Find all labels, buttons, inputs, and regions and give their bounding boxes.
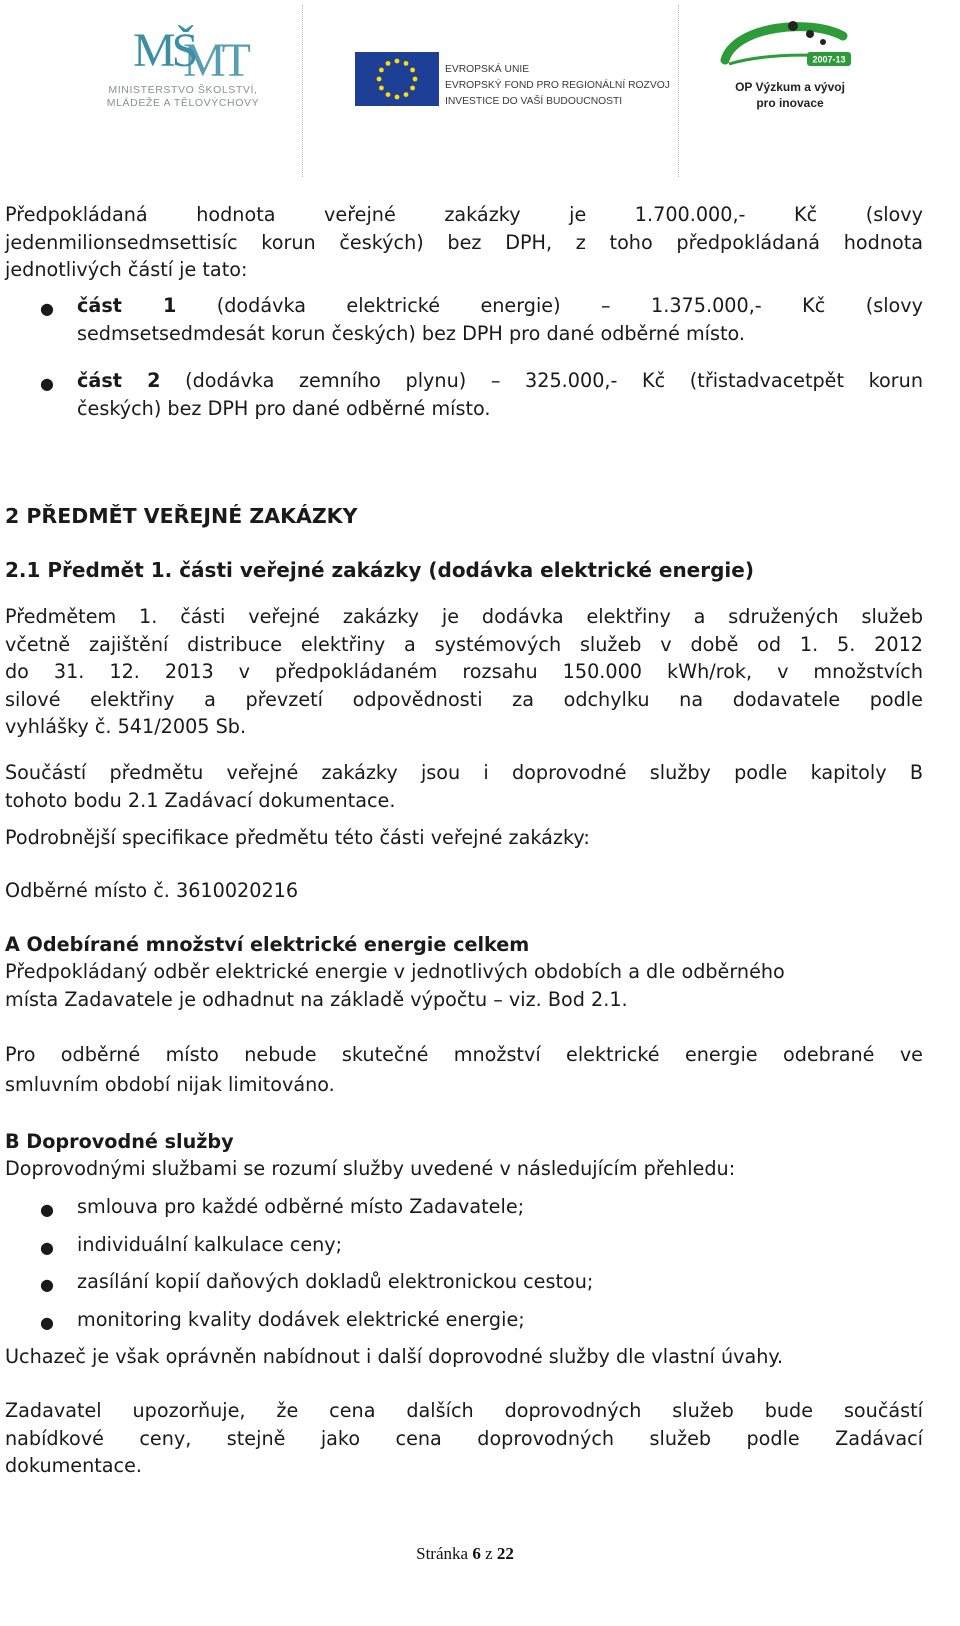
- delivery-point-number: Odběrné místo č. 3610020216: [5, 879, 299, 902]
- subsection-a-paragraph-1: Předpokládaný odběr elektrické energie v jednotlivých obdobích a dle odběrného místa Zadavatele je odhadnut na základě výpočtu – viz. Bod 2.1.: [5, 960, 785, 1011]
- specification-intro: Podrobnější specifikace předmětu této části veřejné zakázky:: [5, 826, 590, 849]
- section-2-1-paragraph-1: Předmětem 1. části veřejné zakázky je dodávka elektřiny a sdružených služeb včetně zajištění distribuce elektřiny a systémových služeb v době od 1. 5. 2012 do 31. 12. 2013 v předpokládaném rozsahu 150.000 kWh/rok, v množstvích silové elektřiny a převzetí odpovědnosti za odchylku na dodavatele podle vyhlášky č. 541/2005 Sb.: [5, 605, 923, 738]
- footer-separator: z: [485, 1544, 493, 1563]
- msmt-name-line1: MINISTERSTVO ŠKOLSTVÍ,: [108, 84, 258, 96]
- bullet-icon: ●: [40, 374, 54, 393]
- bullet-icon: ●: [40, 1238, 54, 1257]
- eu-text: EVROPSKÁ UNIE EVROPSKÝ FOND PRO REGIONÁLNÍ ROZVOJ INVESTICE DO VAŠÍ BUDOUCNOSTI: [445, 64, 670, 107]
- op-vavpi-logo: [715, 16, 865, 116]
- service-item: zasílání kopií daňových dokladů elektronickou cestou;: [77, 1270, 594, 1293]
- intro-paragraph: Předpokládaná hodnota veřejné zakázky je 1.700.000,- Kč (slovy jedenmilionsedmsettisíc korun českých) bez DPH, z toho předpokládaná hodnota jednotlivých částí je tato:: [5, 203, 923, 281]
- section-2-1-heading: 2.1 Předmět 1. části veřejné zakázky (dodávka elektrické energie): [5, 558, 754, 582]
- subsection-b-heading: B Doprovodné služby: [5, 1130, 234, 1153]
- subsection-b-after-list: Uchazeč je však oprávněn nabídnout i další doprovodné služby dle vlastní úvahy.: [5, 1345, 784, 1368]
- msmt-name-line2: MLÁDEŽE A TĚLOVÝCHOVY: [106, 97, 260, 109]
- part-2-label: část 2: [77, 369, 161, 392]
- svg-text:MT: MT: [183, 34, 247, 80]
- subsection-b-final-paragraph: Zadavatel upozorňuje, že cena dalších doprovodných služeb bude součástí nabídkové ceny, stejně jako cena doprovodných služeb podle Zadávací dokumentace.: [5, 1399, 923, 1477]
- part-1-label: část 1: [77, 294, 177, 317]
- subsection-a-paragraph-2: Pro odběrné místo nebude skutečné množství elektrické energie odebrané ve smluvním období nijak limitováno.: [5, 1043, 923, 1096]
- bullet-icon: ●: [40, 299, 54, 318]
- service-item: monitoring kvality dodávek elektrické energie;: [77, 1308, 525, 1331]
- service-item: individuální kalkulace ceny;: [77, 1233, 343, 1256]
- page-footer: [0, 1544, 930, 1564]
- msmt-monogram-icon: [88, 14, 278, 80]
- subsection-b-intro: Doprovodnými službami se rozumí služby uvedené v následujícím přehledu:: [5, 1157, 736, 1180]
- subsection-a-heading: A Odebírané množství elektrické energie celkem: [5, 933, 530, 956]
- op-badge: 2007-13: [812, 54, 846, 65]
- bullet-icon: ●: [40, 1313, 54, 1332]
- msmt-logo: [88, 14, 278, 114]
- header-divider: [678, 5, 679, 177]
- part-2-item: část 2 (dodávka zemního plynu) – 325.000,- Kč (třistadvacetpět korun českých) bez DPH pro dané odběrné místo.: [77, 369, 923, 420]
- eu-logo: [355, 52, 670, 110]
- header-divider: [302, 5, 303, 177]
- service-item: smlouva pro každé odběrné místo Zadavatele;: [77, 1195, 525, 1218]
- footer-page-total: 22: [496, 1544, 514, 1563]
- eu-flag-icon: [355, 52, 439, 106]
- op-line1: OP Výzkum a vývoj: [735, 80, 845, 94]
- op-line2: pro inovace: [756, 96, 824, 110]
- section-2-heading: 2 PŘEDMĚT VEŘEJNÉ ZAKÁZKY: [5, 504, 358, 528]
- part-1-item: část 1 (dodávka elektrické energie) – 1.375.000,- Kč (slovy sedmsetsedmdesát korun českých) bez DPH pro dané odběrné místo.: [77, 294, 923, 345]
- svg-text:MŠ: MŠ: [133, 24, 195, 77]
- footer-page-number: 6: [472, 1544, 481, 1563]
- footer-prefix: Stránka: [416, 1544, 469, 1563]
- op-swoosh-icon: [715, 16, 865, 76]
- bullet-icon: ●: [40, 1200, 54, 1219]
- bullet-icon: ●: [40, 1275, 54, 1294]
- section-2-1-paragraph-2: Součástí předmětu veřejné zakázky jsou i doprovodné služby podle kapitoly B tohoto bodu 2.1 Zadávací dokumentace.: [5, 761, 923, 812]
